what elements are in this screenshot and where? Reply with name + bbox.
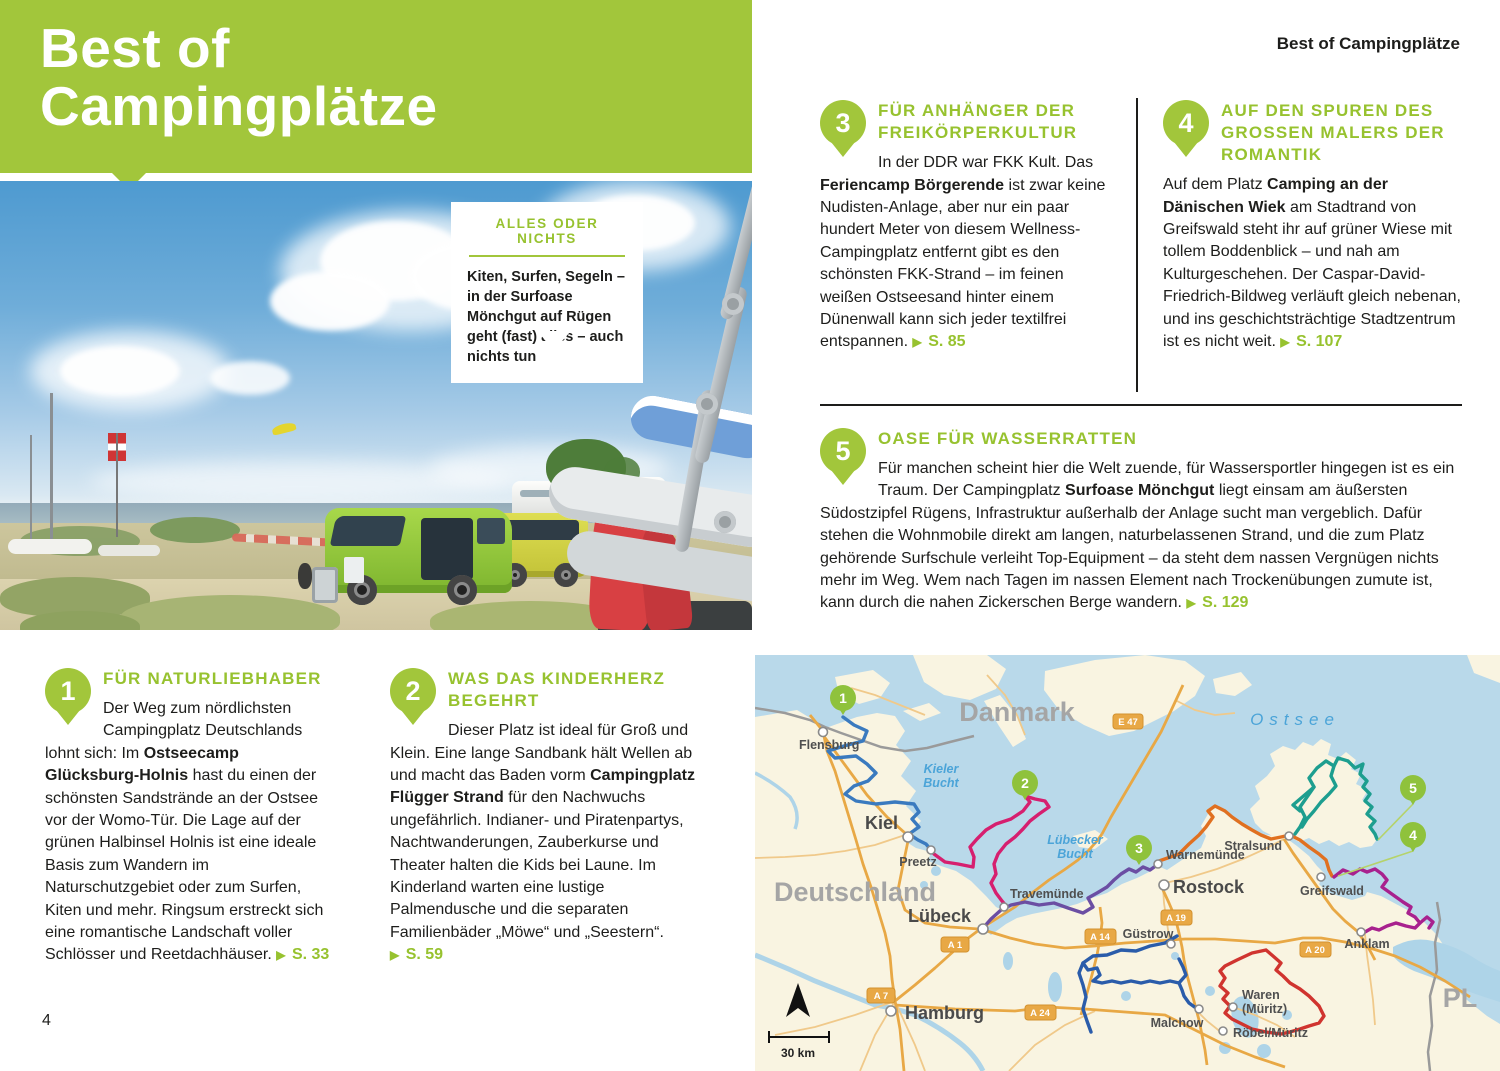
dot-guestrow (1167, 940, 1175, 948)
label-stralsund: Stralsund (1224, 839, 1282, 853)
page-ref-link[interactable]: ▶ S. 85 (912, 333, 966, 351)
lake-schwerin (1048, 972, 1062, 1002)
dot-waren (1229, 1003, 1237, 1011)
lake (1121, 991, 1131, 1001)
label-luebeck: Lübeck (907, 906, 971, 926)
dot-greifswald (1317, 873, 1325, 881)
label-ostsee: Ostsee (1250, 710, 1340, 729)
label-roebel: Röbel/Müritz (1233, 1026, 1308, 1040)
label-malchow: Malchow (1150, 1016, 1204, 1030)
lake (1003, 952, 1013, 970)
page-ref-link[interactable]: ▶ S. 59 (390, 946, 444, 964)
section-1-title: FÜR NATURLIEBHABER (103, 669, 322, 688)
overview-map (755, 655, 1500, 1071)
pole-cap (722, 293, 744, 315)
section-5 (820, 428, 1463, 615)
cloud (210, 361, 290, 395)
svg-text:3: 3 (1135, 840, 1143, 856)
dot-kiel (903, 832, 913, 842)
dot-anklam (1357, 928, 1365, 936)
hero-banner (0, 0, 752, 173)
column-divider (1136, 98, 1138, 392)
surfboard-blue (627, 392, 752, 462)
page-number: 4 (42, 1012, 51, 1029)
section-5-text: Für manchen scheint hier die Welt zuende, für Wassersportler hingegen ist es ein Traum. Der Campingplatz Surfoase Mönchgut liegt einsam am äußersten Südostzipfel Rügens, Infrastruktur außerhalb der Anlage sucht man vergeblich. Dafür stehen die Wohnmobile direkt am langen, naturbelassenen Strand, und die zum Platz gehörende Surfschule verleiht Top-Equipment – da steht dem nassen Vergnügen nichts mehr im Weg. Wem nach Tagen im nassen Element nach Trockenübungen zumute ist, kann durch die nahen Zickerschen Berge wandern. ▶ S. 129 (820, 460, 1455, 612)
boat-hull (98, 545, 160, 556)
photo-callout (451, 202, 643, 383)
callout-heading: ALLES ODER NICHTS (495, 216, 599, 246)
sailboat-mast (50, 393, 53, 545)
section-3 (820, 100, 1118, 354)
flag-pole (116, 433, 118, 537)
lake (1205, 986, 1215, 996)
dot-hamburg (886, 1006, 896, 1016)
svg-text:A 7: A 7 (873, 991, 889, 1002)
badge-a14 (1085, 929, 1116, 944)
sailboat-mast (30, 435, 32, 547)
page-ref-link[interactable]: ▶ S. 33 (276, 946, 330, 964)
page-title: Best of Campingplätze (40, 17, 438, 137)
section-1-text: Der Weg zum nördlichsten Campingplatz Deutschlands lohnt sich: Im Ostseecamp Glücksburg-Holnis hast du einen der schönsten Sandstrände an der Ostsee vor der Womo-Tür. Die Lage auf der grünen Halbinsel Holnis ist eine ideale Basis zum Wandern im Naturschutzgebiet oder zum Surfen, Kiten und mehr. Ringsum erstreckt sich eine romantische Landschaft voller Schlösser und Reetdachhäuser. ▶ S. 33 (45, 700, 330, 964)
scale-label: 30 km (781, 1046, 816, 1060)
camper-person (298, 563, 312, 589)
svg-text:A 1: A 1 (947, 940, 963, 951)
section-2-title: WAS DAS KINDERHERZ BEGEHRT (448, 669, 666, 711)
bush (150, 517, 240, 543)
label-rostock: Rostock (1173, 877, 1245, 897)
page-ref-link[interactable]: ▶ S. 129 (1186, 594, 1249, 612)
section-1 (45, 668, 337, 967)
label-deutschland: Deutschland (773, 877, 937, 907)
dot-malchow (1195, 1005, 1203, 1013)
camping-table (344, 557, 364, 583)
dot-flensburg (819, 728, 828, 737)
badge-e47 (1113, 714, 1143, 729)
horizontal-divider (820, 404, 1462, 406)
label-waren-1: Waren (1242, 988, 1280, 1002)
page-ref-link[interactable]: ▶ S. 107 (1280, 333, 1343, 351)
label-anklam: Anklam (1344, 937, 1390, 951)
callout-pointer (537, 331, 571, 350)
label-luebecker-bucht-1: Lübecker (1047, 833, 1103, 847)
section-3-title: FÜR ANHÄNGER DER FREIKÖRPERKULTUR (878, 101, 1078, 143)
section-5-title: OASE FÜR WASSERRATTEN (878, 429, 1138, 448)
badge-a20 (1300, 942, 1331, 957)
section-3-text: In der DDR war FKK Kult. Das Feriencamp Börgerende ist zwar keine Nudisten-Anlage, aber nur ein paar hundert Meter von diesem Wellness-Campingplatz entfernt gibt es den schönsten FKK-Strand – im feinen weißen Ostseesand hinter einem Dünenwall kann sich jeder textilfrei entspannen. ▶ S. 85 (820, 154, 1106, 351)
label-kieler-bucht-1: Kieler (923, 762, 959, 776)
callout-rule (469, 255, 625, 257)
section-2-text: Dieser Platz ist ideal für Groß und Klein. Eine lange Sandbank hält Wellen ab und macht das Baden vorm Campingplatz Flügger Strand für den Nachwuchs ungefährlich. Indianer- und Piratenpartys, Nachtwanderungen, Zauberkurse und Theater halten die Kids bei Laune. Im Kinderland warten eine lustige Palmendusche und die separaten Familienbäder „Möwe“ und „Seestern“. ▶ S. 59 (390, 722, 695, 964)
svg-text:4: 4 (1409, 827, 1417, 843)
label-hamburg: Hamburg (905, 1003, 985, 1023)
svg-text:A 20: A 20 (1305, 945, 1325, 956)
badge-a7 (867, 988, 895, 1003)
svg-text:A 19: A 19 (1166, 913, 1186, 924)
callout-body: Kiten, Surfen, Segeln – in der Surfoase Mönchgut auf Rügen geht (fast) alles – auch nichts tun (467, 269, 625, 365)
cloud (60, 346, 180, 396)
dot-preetz (927, 846, 935, 854)
section-4 (1163, 100, 1461, 353)
svg-text:5: 5 (1409, 780, 1417, 796)
svg-text:1: 1 (839, 690, 847, 706)
svg-text:A 24: A 24 (1030, 1008, 1050, 1019)
section-4-text: Auf dem Platz Camping an der Dänischen Wiek am Stadtrand von Greifswald steht ihr auf grüner Wiese mit tollem Boddenblick – und nah am Kulturgeschehen. Der Caspar-David-Friedrich-Bildweg verläuft gleich nebenan, und ins geschichtsträchtige Stadtzentrum ist es nicht weit. ▶ S. 107 (1163, 176, 1461, 351)
badge-a1 (941, 937, 969, 952)
pole-cap (714, 511, 736, 533)
dot-stralsund (1285, 832, 1293, 840)
label-pl: PL (1442, 983, 1478, 1013)
cloud (270, 271, 390, 331)
boat-hull (8, 539, 92, 554)
label-greifswald: Greifswald (1300, 884, 1364, 898)
section-4-title: AUF DEN SPUREN DES GROSSEN MALERS DER ROMANTIK (1221, 101, 1445, 165)
label-flensburg: Flensburg (799, 738, 860, 752)
number-pin-2: 2 (390, 668, 436, 714)
badge-a19 (1161, 910, 1192, 925)
lake (1257, 1044, 1271, 1058)
number-pin-3: 3 (820, 100, 866, 146)
dot-warnemuende (1154, 860, 1162, 868)
label-luebecker-bucht-2: Bucht (1057, 847, 1093, 861)
number-pin-1: 1 (45, 668, 91, 714)
svg-text:E 47: E 47 (1118, 717, 1138, 728)
map-svg (755, 655, 1500, 1071)
dot-rostock (1159, 880, 1169, 890)
number-pin-5: 5 (820, 428, 866, 474)
number-pin-4: 4 (1163, 100, 1209, 146)
label-kieler-bucht-2: Bucht (923, 776, 959, 790)
label-waren-2: (Müritz) (1242, 1002, 1288, 1016)
section-2 (390, 668, 695, 966)
label-guestrow: Güstrow (1122, 927, 1174, 941)
pole-cap (696, 393, 718, 415)
svg-text:2: 2 (1021, 775, 1029, 791)
running-header: Best of Campingplätze (1276, 34, 1460, 53)
label-warnemuende: Warnemünde (1166, 848, 1245, 862)
badge-a24 (1025, 1005, 1056, 1020)
label-preetz: Preetz (899, 855, 937, 869)
camping-chair (312, 567, 338, 603)
dot-roebel (1219, 1027, 1227, 1035)
dot-luebeck (978, 924, 988, 934)
label-kiel: Kiel (864, 813, 898, 833)
label-danmark: Danmark (959, 697, 1075, 727)
dot-travemuende (1000, 903, 1008, 911)
svg-text:A 14: A 14 (1090, 932, 1110, 943)
kite-flying (271, 421, 296, 436)
label-travemuende: Travemünde (1010, 887, 1084, 901)
